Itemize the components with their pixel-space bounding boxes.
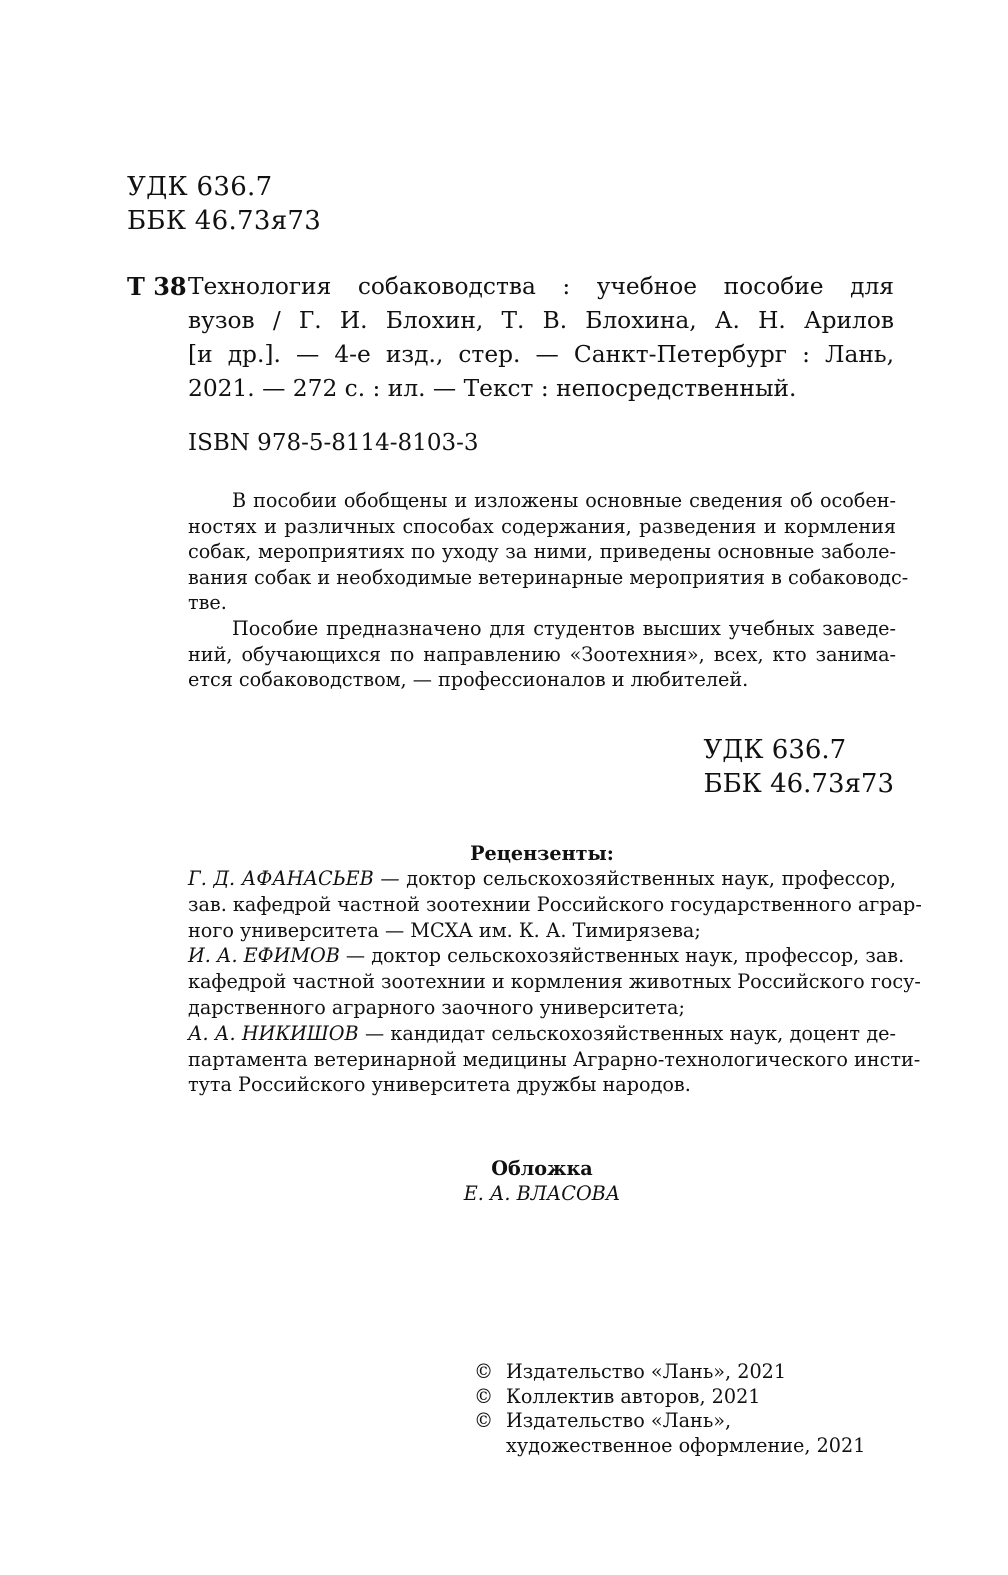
copyright-line <box>474 1360 865 1385</box>
isbn: ISBN 978-5-8114-8103-3 <box>188 430 479 456</box>
cover-artist: Е. А. ВЛАСОВА <box>463 1182 621 1205</box>
reviewer-line: ного университета — МСХА им. К. А. Тимирязева; <box>188 918 701 942</box>
reviewers-list <box>188 866 922 1098</box>
cover-heading: Обложка <box>491 1157 593 1180</box>
bbk-code: ББК 46.73я73 <box>127 206 322 236</box>
reviewer-name: А. А. НИКИШОВ <box>188 1021 359 1045</box>
reviewer-line: кафедрой частной зоотехнии и кормления животных Российского госу- <box>188 970 921 994</box>
reviewer-line: тута Российского университета дружбы народов. <box>188 1073 691 1097</box>
copyright-symbol: © <box>474 1409 494 1432</box>
reviewer-text: — доктор сельскохозяйственных наук, профессор, зав. <box>339 944 905 968</box>
reviewer-entry <box>188 1021 896 1047</box>
udk-code: УДК 636.7 <box>703 735 847 765</box>
annotation-line: ется собаководством, — профессионалов и любителей. <box>188 668 749 692</box>
reviewer-entry <box>188 943 905 969</box>
copyright-continuation: художественное оформление, 2021 <box>506 1433 866 1457</box>
copyright-text: Издательство «Лань», 2021 <box>506 1360 787 1383</box>
bibliographic-description <box>188 270 894 406</box>
reviewer-line: партамента ветеринарной медицины Аграрно-технологического инсти- <box>188 1047 921 1071</box>
annotation-line: тве. <box>188 591 227 615</box>
reviewer-text: — доктор сельскохозяйственных наук, профессор, <box>373 867 897 890</box>
reviewer-name: Г. Д. АФАНАСЬЕВ <box>188 867 374 890</box>
biblio-line: [и др.]. — 4-е изд., стер. — Санкт-Петербург : Лань, <box>188 341 894 368</box>
annotation-line: Пособие предназначено для студентов высших учебных заведе- <box>232 616 896 640</box>
annotation <box>188 488 909 693</box>
biblio-line: вузов / Г. И. Блохин, Т. В. Блохина, А. Н. Арилов <box>188 307 894 334</box>
reviewer-text: — кандидат сельскохозяйственных наук, доцент де- <box>358 1021 896 1045</box>
classification-header <box>127 170 321 238</box>
reviewer-line: зав. кафедрой частной зоотехнии Российского государственного аграр- <box>188 892 922 916</box>
copyright-text: Издательство «Лань», <box>506 1409 732 1432</box>
annotation-line: вания собак и необходимые ветеринарные мероприятия в собаководс- <box>188 565 909 589</box>
copyright-text: Коллектив авторов, 2021 <box>506 1384 761 1408</box>
reviewer-line: дарственного аграрного заочного университета; <box>188 995 685 1019</box>
annotation-line: ний, обучающихся по направлению «Зоотехния», всех, кто занима- <box>188 642 896 666</box>
bbk-code: ББК 46.73я73 <box>703 769 894 799</box>
annotation-line: собак, мероприятиях по уходу за ними, приведены основные заболе- <box>188 540 896 564</box>
annotation-line: ностях и различных способах содержания, разведения и кормления <box>188 514 896 538</box>
copyright-symbol: © <box>474 1360 494 1383</box>
classification-codes <box>703 733 894 801</box>
reviewers-heading: Рецензенты: <box>470 842 614 865</box>
udk-code: УДК 636.7 <box>127 172 273 202</box>
biblio-line: 2021. — 272 с. : ил. — Текст : непосредственный. <box>188 375 797 402</box>
reviewer-name: И. А. ЕФИМОВ <box>188 944 340 968</box>
annotation-line: В пособии обобщены и изложены основные сведения об особен- <box>232 489 896 512</box>
copyright-line <box>474 1385 865 1410</box>
biblio-line: Технология собаководства : учебное пособие для <box>188 273 894 300</box>
copyright-symbol: © <box>474 1384 494 1408</box>
copyright-line <box>474 1409 865 1434</box>
copyright-block <box>474 1360 865 1458</box>
author-mark: Т 38 <box>127 272 187 301</box>
reviewer-entry <box>188 866 896 892</box>
